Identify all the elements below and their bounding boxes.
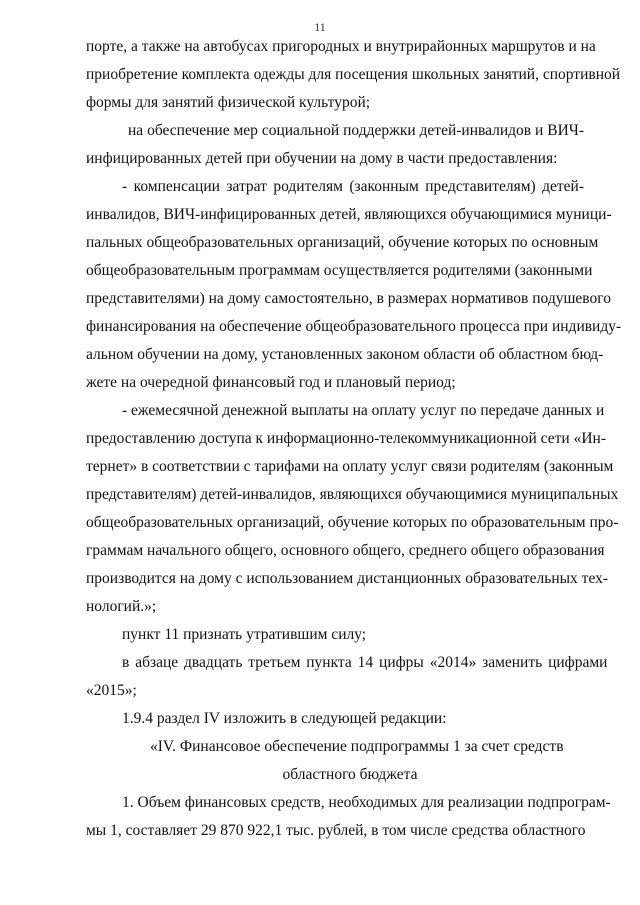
document-page: 11 порте, а также на автобусах пригородных и внутрирайонных маршрутов и на приобретение комплекта одежды для посещения школьных занятий, спортивной формы для занятий физической культурой; на обеспечение мер социальной поддержки детей-инвалидов и ВИЧ- инфицированных детей при обучении на дому в части предоставления: - компенсации затрат родителям (законным представителям) детей- инвалидов, ВИЧ-инфицированных детей, являющихся обучающимися муници- пальных общеобразовательных организаций, обучение которых по основным общеобразовательным программам осуществляется родителями (законными представителями) на дому самостоятельно, в размерах нормативов подушевого финансирования на обеспечение общеобразовательного процесса при индивиду- альном обучении на дому, установленных законом области об областном бюд- жете на очередной финансовый год и плановый период; - ежемесячной денежной выплаты на оплату услуг по передаче данных и предоставлению доступа к информационно-телекоммуникационной сети «Ин- тернет» в соответствии с тарифами на оплату услуг связи родителям (законным представителям) детей-инвалидов, являющихся обучающимися муниципальных общеобразовательных организаций, обучение которых по образовательным про- граммам начального общего, основного общего, среднего общего образования производится на дому с использованием дистанционных образовательных тех- нологий.»; пункт 11 признать утратившим силу; в абзаце двадцать третьем пункта 14 цифры «2014» заменить цифрами «2015»; 1.9.4 раздел IV изложить в следующей редакции: «IV. Финансовое обеспечение подпрограммы 1 за счет средств областного бюджета 1. Объем финансовых средств, необходимых для реализации подпрограм- мы 1, составляет 29 870 922,1 тыс. рублей, в том числе средства областного <box>0 0 640 905</box>
page-number: 11 <box>314 20 326 34</box>
